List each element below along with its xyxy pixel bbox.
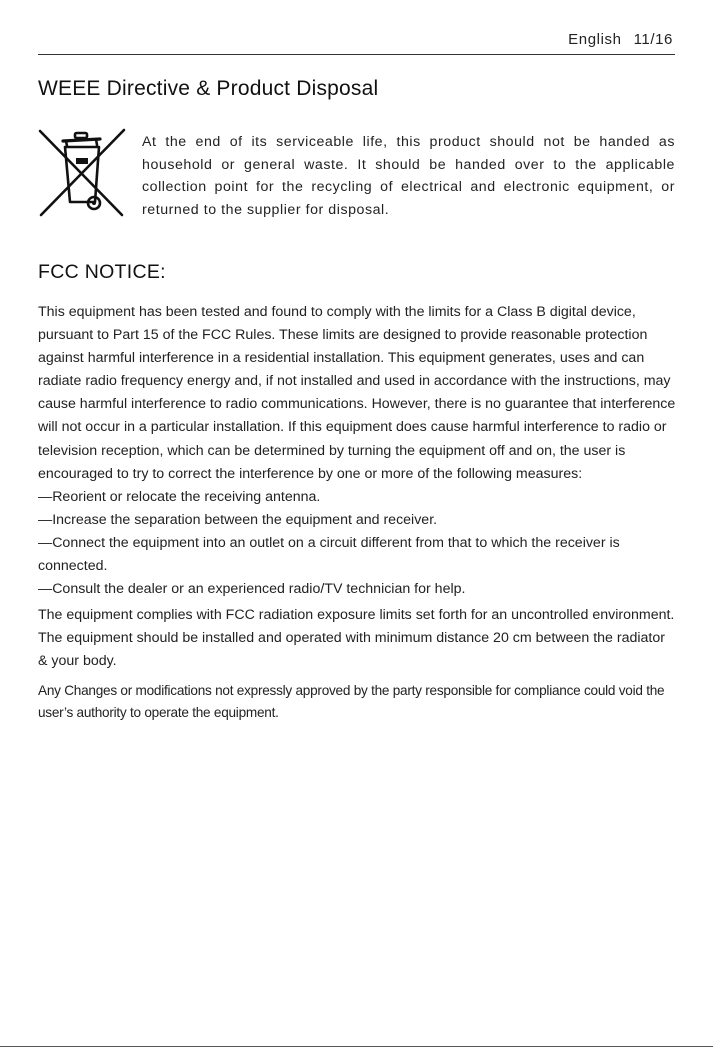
header-info	[568, 31, 673, 48]
fcc-measure-item: —Connect the equipment into an outlet on a circuit different from that to which the receiver is connected.	[38, 534, 620, 575]
fcc-notice-body	[38, 301, 678, 724]
fcc-exposure-paragraph: The equipment complies with FCC radiation exposure limits set forth for an uncontrolled environment. The equipment should be installed and operated with minimum distance 20 cm between the radiator & your body.	[38, 607, 675, 670]
weee-section-title: WEEE Directive & Product Disposal	[38, 77, 379, 100]
weee-disposal-text: At the end of its serviceable life, this product should not be handed as household or general waste. It should be handed over to the applicable collection point for the recycling of electrical and electronic equipment, or returned to the supplier for disposal.	[142, 134, 675, 218]
fcc-section-title: FCC NOTICE:	[38, 261, 166, 283]
page-header	[38, 30, 675, 55]
header-language: English	[568, 31, 622, 48]
page-number: 11/16	[633, 31, 673, 48]
fcc-measure-item: —Reorient or relocate the receiving antenna.	[38, 488, 321, 505]
fcc-intro-paragraph: This equipment has been tested and found to comply with the limits for a Class B digital device, pursuant to Part 15 of the FCC Rules. These limits are designed to provide reasonable protection against harmful interference in a residential installation. This equipment generates, uses and can radiate radio frequency energy and, if not installed and used in accordance with the instructions, may cause harmful interference to radio communications. However, there is no guarantee that interference will not occur in a particular installation. If this equipment does cause harmful interference to radio or television reception, which can be determined by turning the equipment off and on, the user is encouraged to try to correct the interference by one or more of the following measures:	[38, 304, 676, 482]
fcc-measure-item: —Consult the dealer or an experienced radio/TV technician for help.	[38, 581, 466, 598]
fcc-measure-item: —Increase the separation between the equipment and receiver.	[38, 511, 438, 528]
crossed-out-wheelie-bin-icon	[36, 127, 128, 219]
fcc-changes-paragraph: Any Changes or modifications not expressly approved by the party responsible for compliance could void the user’s authority to operate the equipment.	[38, 682, 665, 720]
